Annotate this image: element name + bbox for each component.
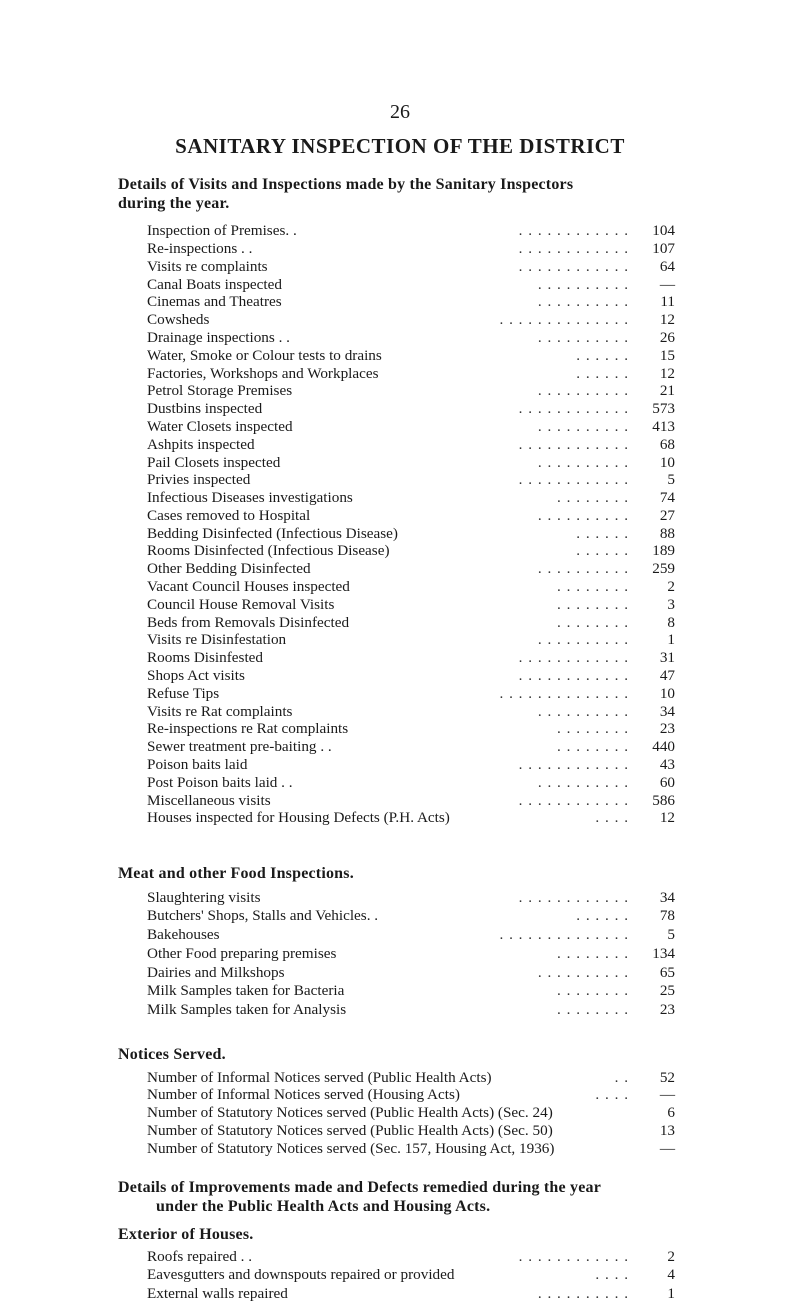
table-row (147, 1284, 675, 1303)
table-row (147, 311, 675, 329)
row-leader: . . . . . . . . (557, 595, 629, 613)
table-row (147, 258, 675, 276)
row-value: — (659, 1139, 675, 1157)
row-leader: . . . . . . (576, 364, 629, 382)
row-label: Dairies and Milkshops (147, 963, 285, 981)
row-leader: . . . . . . . . . . . . (518, 667, 629, 685)
row-leader: . . . . . . . . . . . . (518, 257, 629, 275)
row-value: 3 (667, 595, 675, 613)
table-row (147, 347, 675, 365)
row-leader: . . . . . . . . . . . . . . (499, 684, 629, 702)
table-row (147, 365, 675, 383)
row-leader: . . . . . . (576, 907, 629, 925)
row-leader: . . . . . . (576, 524, 629, 542)
table-row (147, 809, 675, 827)
row-leader: . . . . . . . . (557, 489, 629, 507)
row-label: Cinemas and Theatres (147, 293, 282, 311)
row-value: 440 (652, 738, 675, 756)
row-label: Petrol Storage Premises (147, 382, 293, 400)
row-label: Eavesgutters and downspouts repaired or provided (147, 1266, 455, 1284)
row-value: 52 (659, 1068, 675, 1086)
row-label: Shops Act visits (147, 667, 245, 685)
row-value: 88 (659, 524, 675, 542)
table-row (147, 542, 675, 560)
row-label: Council House Removal Visits (147, 595, 335, 613)
row-label: Sewer treatment pre-baiting . . (147, 738, 332, 756)
table-row (147, 1122, 675, 1140)
row-label: Visits re complaints (147, 257, 268, 275)
row-leader: . . . . . . . . (557, 738, 629, 756)
row-value: 23 (659, 1001, 675, 1019)
table-row (147, 507, 675, 525)
row-value: 586 (652, 791, 675, 809)
row-label: Post Poison baits laid . . (147, 773, 293, 791)
table-row (147, 720, 675, 738)
notices-heading: Notices Served. (118, 1046, 226, 1064)
table-row (147, 1069, 675, 1087)
row-label: Visits re Rat complaints (147, 702, 293, 720)
table-row (147, 792, 675, 810)
row-label: Vacant Council Houses inspected (147, 578, 350, 596)
table-row (147, 667, 675, 685)
table-row (147, 614, 675, 632)
row-value: 65 (659, 963, 675, 981)
table-row (147, 1086, 675, 1104)
table-row (147, 1104, 675, 1122)
row-label: Cowsheds (147, 311, 210, 329)
table-row (147, 276, 675, 294)
table-row (147, 454, 675, 472)
row-value: 12 (659, 364, 675, 382)
row-label: Number of Statutory Notices served (Sec. 157, Housing Act, 1936) (147, 1139, 555, 1157)
row-value: 5 (667, 926, 675, 944)
row-value: 34 (659, 702, 675, 720)
row-leader: . . . . . . . . . . . . (518, 471, 629, 489)
row-leader: . . . . . . . . (557, 613, 629, 631)
table-row (147, 631, 675, 649)
row-label: Butchers' Shops, Stalls and Vehicles. . (147, 907, 379, 925)
row-value: 1 (667, 631, 675, 649)
row-value: 13 (659, 1121, 675, 1139)
row-value: — (659, 1086, 675, 1104)
row-label: Bakehouses (147, 926, 220, 944)
table-row (147, 1140, 675, 1158)
row-value: 68 (659, 435, 675, 453)
row-value: 74 (659, 489, 675, 507)
row-leader: . . . . . . (576, 346, 629, 364)
row-leader: . . . . . . . . . . . . (518, 791, 629, 809)
exterior-list (147, 1247, 675, 1303)
row-leader: . . . . . . . . . . . . (518, 239, 629, 257)
table-row (147, 222, 675, 240)
row-leader: . . . . . . . . . . . . (518, 888, 629, 906)
table-row (147, 774, 675, 792)
table-row (147, 471, 675, 489)
row-leader: . . . . . . . . . . (537, 417, 629, 435)
improvements-heading-line2: under the Public Health Acts and Housing Acts. (156, 1198, 491, 1216)
row-label: Milk Samples taken for Analysis (147, 1001, 347, 1019)
table-row (147, 1000, 675, 1019)
improvements-heading (118, 1178, 601, 1216)
table-row (147, 906, 675, 925)
row-leader: . . . . . . . . . . . . (518, 649, 629, 667)
row-label: Re-inspections re Rat complaints (147, 720, 349, 738)
row-label: Miscellaneous visits (147, 791, 271, 809)
page-number: 26 (390, 101, 410, 124)
table-row (147, 1265, 675, 1284)
row-leader: . . . . . . . . . . . . (518, 435, 629, 453)
table-row (147, 596, 675, 614)
row-label: Drainage inspections . . (147, 328, 290, 346)
row-value: 27 (659, 506, 675, 524)
table-row (147, 649, 675, 667)
table-row (147, 240, 675, 258)
row-label: Roofs repaired . . (147, 1247, 253, 1265)
row-value: 8 (667, 613, 675, 631)
row-leader: . . . . . . . . . . (537, 275, 629, 293)
row-label: Number of Statutory Notices served (Public Health Acts) (Sec. 50) (147, 1121, 553, 1139)
row-leader: . . . . . . . . (557, 944, 629, 962)
row-label: Milk Samples taken for Bacteria (147, 982, 345, 1000)
notices-list (147, 1069, 675, 1158)
table-row (147, 329, 675, 347)
row-value: 107 (652, 239, 675, 257)
row-value: 15 (659, 346, 675, 364)
table-row (147, 963, 675, 982)
table-row (147, 418, 675, 436)
table-row (147, 1247, 675, 1266)
row-label: Water Closets inspected (147, 417, 293, 435)
row-leader: . . . . . . . . . . (537, 631, 629, 649)
row-leader: . . . . . . . . . . (537, 506, 629, 524)
table-row (147, 382, 675, 400)
table-row (147, 981, 675, 1000)
row-label: Cases removed to Hospital (147, 506, 311, 524)
row-value: 31 (659, 649, 675, 667)
row-leader: . . . . . . . . . . (537, 293, 629, 311)
row-leader: . . (614, 1068, 629, 1086)
row-leader: . . . . . . . . . . (537, 382, 629, 400)
row-leader: . . . . . . . . . . . . (518, 222, 629, 240)
row-value: 5 (667, 471, 675, 489)
row-label: Re-inspections . . (147, 239, 253, 257)
table-row (147, 489, 675, 507)
row-label: Visits re Disinfestation (147, 631, 287, 649)
row-label: Canal Boats inspected (147, 275, 282, 293)
food-heading: Meat and other Food Inspections. (118, 865, 354, 883)
row-value: 26 (659, 328, 675, 346)
row-leader: . . . . . . . . . . . . . . (499, 311, 629, 329)
row-value: 43 (659, 756, 675, 774)
row-value: 10 (659, 453, 675, 471)
row-label: Inspection of Premises. . (147, 222, 297, 240)
row-value: 25 (659, 982, 675, 1000)
row-value: 11 (660, 293, 675, 311)
table-row (147, 756, 675, 774)
row-label: Ashpits inspected (147, 435, 255, 453)
row-leader: . . . . . . . . . . (537, 328, 629, 346)
row-label: Bedding Disinfected (Infectious Disease) (147, 524, 398, 542)
row-leader: . . . . . . . . . . . . (518, 1247, 629, 1265)
visits-heading-line1: Details of Visits and Inspections made by the Sanitary Inspectors (118, 176, 574, 194)
row-value: 64 (659, 257, 675, 275)
table-row (147, 944, 675, 963)
row-value: 6 (667, 1104, 675, 1122)
row-label: External walls repaired (147, 1285, 288, 1303)
row-leader: . . . . (595, 1266, 629, 1284)
table-row (147, 888, 675, 907)
row-value: 413 (652, 417, 675, 435)
row-leader: . . . . . . . . . . . . . . (499, 926, 629, 944)
row-leader: . . . . . . . . . . (537, 453, 629, 471)
row-label: Rooms Disinfested (147, 649, 264, 667)
row-label: Number of Informal Notices served (Housing Acts) (147, 1086, 460, 1104)
visits-heading (118, 175, 573, 213)
row-value: 134 (652, 944, 675, 962)
row-leader: . . . . . . . . . . (537, 702, 629, 720)
visits-list (147, 222, 675, 827)
improvements-heading-line1: Details of Improvements made and Defects remedied during the year (118, 1179, 602, 1197)
row-leader: . . . . (595, 809, 629, 827)
row-leader: . . . . . . . . (557, 1001, 629, 1019)
row-leader: . . . . . . . . (557, 720, 629, 738)
row-label: Number of Informal Notices served (Public Health Acts) (147, 1068, 492, 1086)
row-label: Poison baits laid (147, 756, 248, 774)
row-label: Pail Closets inspected (147, 453, 281, 471)
row-leader: . . . . . . . . . . (537, 773, 629, 791)
table-row (147, 560, 675, 578)
row-value: 10 (659, 684, 675, 702)
row-label: Refuse Tips (147, 684, 220, 702)
table-row (147, 578, 675, 596)
row-label: Number of Statutory Notices served (Public Health Acts) (Sec. 24) (147, 1104, 553, 1122)
row-value: 34 (659, 888, 675, 906)
row-label: Rooms Disinfected (Infectious Disease) (147, 542, 390, 560)
table-row (147, 400, 675, 418)
row-value: 21 (659, 382, 675, 400)
row-value: 47 (659, 667, 675, 685)
row-value: 23 (659, 720, 675, 738)
table-row (147, 703, 675, 721)
table-row (147, 293, 675, 311)
table-row (147, 436, 675, 454)
row-label: Infectious Diseases investigations (147, 489, 353, 507)
row-value: 12 (659, 311, 675, 329)
row-label: Other Bedding Disinfected (147, 560, 311, 578)
row-leader: . . . . . . . . . . (537, 560, 629, 578)
row-leader: . . . . . . . . . . (537, 1285, 629, 1303)
row-value: 12 (659, 809, 675, 827)
row-leader: . . . . . . . . . . . . (518, 756, 629, 774)
table-row (147, 738, 675, 756)
table-row (147, 525, 675, 543)
row-value: 2 (667, 578, 675, 596)
row-leader: . . . . (595, 1086, 629, 1104)
row-label: Beds from Removals Disinfected (147, 613, 350, 631)
row-label: Factories, Workshops and Workplaces (147, 364, 379, 382)
row-label: Houses inspected for Housing Defects (P.H. Acts) (147, 809, 450, 827)
row-leader: . . . . . . . . (557, 578, 629, 596)
page-title: SANITARY INSPECTION OF THE DISTRICT (175, 134, 625, 159)
row-label: Other Food preparing premises (147, 944, 337, 962)
row-label: Privies inspected (147, 471, 251, 489)
row-label: Water, Smoke or Colour tests to drains (147, 346, 382, 364)
row-label: Dustbins inspected (147, 400, 263, 418)
row-value: 259 (652, 560, 675, 578)
row-value: 78 (659, 907, 675, 925)
exterior-heading: Exterior of Houses. (118, 1226, 254, 1244)
row-value: 60 (659, 773, 675, 791)
row-value: 2 (667, 1247, 675, 1265)
food-list (147, 888, 675, 1019)
row-leader: . . . . . . . . . . (537, 963, 629, 981)
visits-heading-line2: during the year. (118, 195, 230, 213)
row-value: 4 (667, 1266, 675, 1284)
row-value: 104 (652, 222, 675, 240)
row-value: 189 (652, 542, 675, 560)
row-leader: . . . . . . . . . . . . (518, 400, 629, 418)
row-leader: . . . . . . . . (557, 982, 629, 1000)
row-value: 1 (667, 1285, 675, 1303)
table-row (147, 925, 675, 944)
table-row (147, 685, 675, 703)
row-value: 573 (652, 400, 675, 418)
row-value: — (659, 275, 675, 293)
row-leader: . . . . . . (576, 542, 629, 560)
row-label: Slaughtering visits (147, 888, 261, 906)
